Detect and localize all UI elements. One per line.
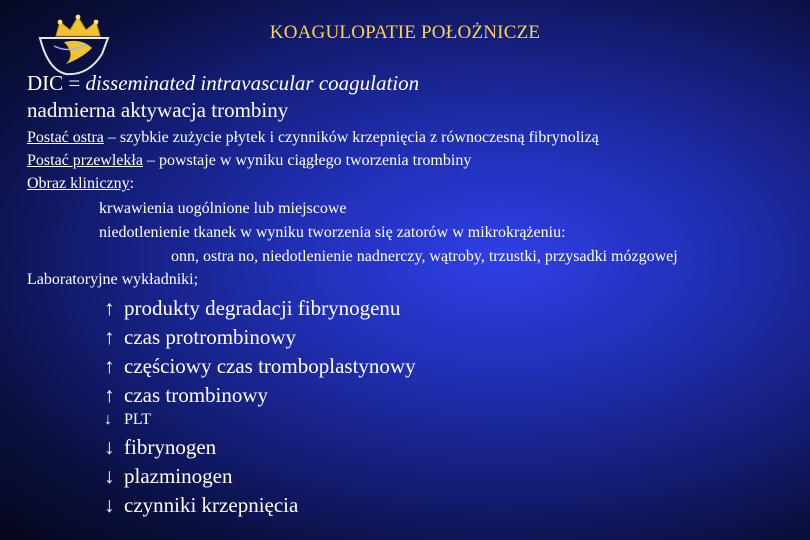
lab-item-text: fibrynogen bbox=[124, 435, 217, 459]
slide-title: KOAGULOPATIE POŁOŻNICZE bbox=[269, 22, 541, 43]
arrow-down-icon: ↓ bbox=[104, 435, 115, 459]
arrow-up-icon: ↑ bbox=[104, 383, 115, 407]
dic-full: disseminated intravascular coagulation bbox=[85, 71, 420, 95]
arrow-down-icon: ↓ bbox=[104, 493, 115, 517]
lab-item-text: czynniki krzepnięcia bbox=[124, 493, 299, 517]
lab-item-up bbox=[104, 383, 268, 408]
acute-label: Postać ostra bbox=[27, 129, 104, 146]
chronic-text: – powstaje w wyniku ciągłego tworzenia trombiny bbox=[142, 152, 472, 169]
clinical-label: Obraz kliniczny bbox=[27, 175, 130, 192]
arrow-up-icon: ↑ bbox=[104, 296, 115, 320]
clinical-item: onn, ostra no, niedotlenienie nadnerczy, wątroby, trzustki, przysadki mózgowej bbox=[171, 248, 678, 265]
chronic-form-line bbox=[27, 152, 471, 170]
lab-item-down bbox=[104, 411, 151, 429]
lab-item-text: częściowy czas tromboplastynowy bbox=[124, 354, 416, 378]
clinical-item: niedotlenienie tkanek w wyniku tworzenia się zatorów w mikrokrążeniu: bbox=[99, 224, 566, 241]
dic-abbr: DIC = bbox=[27, 71, 86, 95]
lab-item-text: plazminogen bbox=[124, 464, 233, 488]
clinical-colon: : bbox=[129, 175, 135, 192]
lab-item-text: produkty degradacji fibrynogenu bbox=[124, 296, 401, 320]
lab-item-down bbox=[104, 464, 232, 489]
arrow-up-icon: ↑ bbox=[104, 325, 115, 349]
clinical-item: krwawienia uogólnione lub miejscowe bbox=[99, 200, 347, 217]
lab-item-down bbox=[104, 435, 216, 460]
lab-header: Laboratoryjne wykładniki; bbox=[27, 271, 199, 288]
lab-item-up bbox=[104, 325, 296, 350]
clinical-header bbox=[27, 175, 134, 193]
lab-item-text: czas protrombinowy bbox=[124, 325, 297, 349]
lab-item-up bbox=[104, 296, 400, 321]
acute-form-line bbox=[27, 129, 599, 147]
arrow-up-icon: ↑ bbox=[104, 354, 115, 378]
lab-item-down bbox=[104, 493, 298, 518]
acute-text: – szybkie zużycie płytek i czynników krzepnięcia z równoczesną fibrynolizą bbox=[103, 129, 599, 146]
lab-item-text: czas trombinowy bbox=[124, 383, 269, 407]
lab-item-up bbox=[104, 354, 416, 379]
activation-line: nadmierna aktywacja trombiny bbox=[27, 98, 289, 122]
arrow-down-icon: ↓ bbox=[104, 464, 115, 488]
dic-definition bbox=[27, 71, 419, 96]
arrow-down-icon: ↓ bbox=[104, 411, 112, 428]
chronic-label: Postać przewlekła bbox=[27, 152, 143, 169]
lab-item-text: PLT bbox=[124, 411, 151, 428]
